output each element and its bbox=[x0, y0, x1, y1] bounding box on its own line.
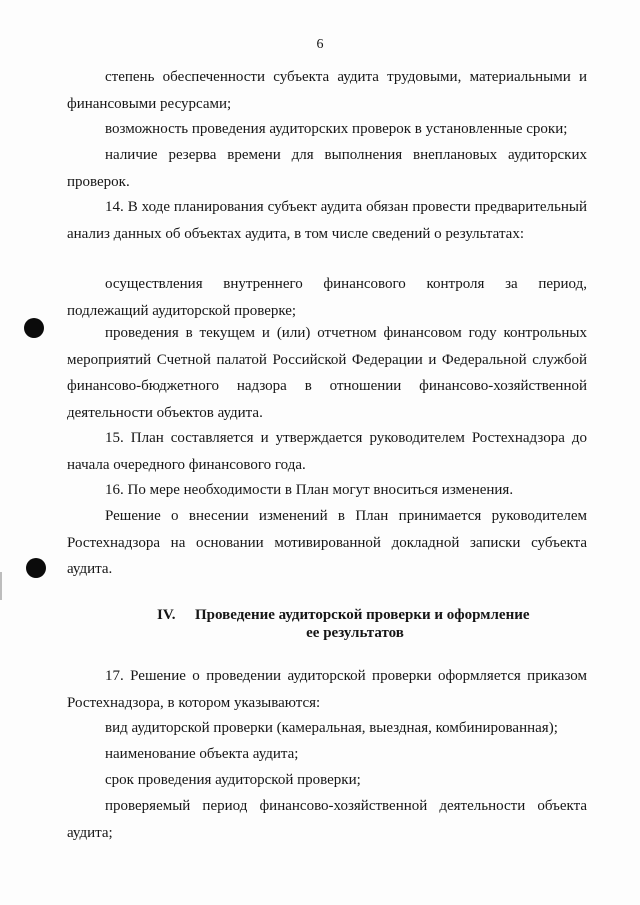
paragraph-audit-object: наименование объекта аудита; bbox=[105, 746, 299, 762]
paragraph-deadlines: возможность проведения аудиторских проверок в установленные сроки; bbox=[105, 121, 568, 137]
section-number: IV. bbox=[157, 607, 176, 623]
scan-edge-mark bbox=[0, 572, 2, 600]
paragraph-item-16: 16. По мере необходимости в План могут вноситься изменения. bbox=[105, 482, 514, 498]
paragraph-audit-type: вид аудиторской проверки (камеральная, выездная, комбинированная); bbox=[105, 720, 558, 736]
paragraph-resources: степень обеспеченности субъекта аудита трудовыми, материальными и финансовыми ресурсами; bbox=[67, 69, 587, 112]
paragraph-internal-control: осуществления внутреннего финансового контроля за период, подлежащий аудиторской проверке; bbox=[67, 276, 587, 319]
paragraph-audit-period: срок проведения аудиторской проверки; bbox=[105, 772, 361, 788]
punch-hole bbox=[26, 558, 46, 578]
paragraph-control-events: проведения в текущем и (или) отчетном финансовом году контрольных мероприятий Счетной палатой Российской Федерации и Федеральной службой финансово-бюджетного надзора в отношении финансово-хозяйственной деятельности объектов аудита. bbox=[67, 325, 587, 421]
section-title-line1: Проведение аудиторской проверки и оформление bbox=[195, 607, 530, 623]
paragraph-item-14: 14. В ходе планирования субъект аудита обязан провести предварительный анализ данных об объектах аудита, в том числе сведений о результатах: bbox=[67, 199, 587, 242]
section-title-line2: ее результатов bbox=[306, 625, 404, 641]
paragraph-item-15: 15. План составляется и утверждается руководителем Ростехнадзора до начала очередного финансового года. bbox=[67, 430, 587, 473]
paragraph-reserve-time: наличие резерва времени для выполнения внеплановых аудиторских проверок. bbox=[67, 147, 587, 190]
section-heading bbox=[120, 606, 560, 642]
paragraph-item-17: 17. Решение о проведении аудиторской проверки оформляется приказом Ростехнадзора, в котором указываются: bbox=[67, 668, 587, 711]
punch-hole bbox=[24, 318, 44, 338]
paragraph-plan-changes: Решение о внесении изменений в План принимается руководителем Ростехнадзора на основании мотивированной докладной записки субъекта аудита. bbox=[67, 508, 587, 577]
paragraph-audited-period: проверяемый период финансово-хозяйственной деятельности объекта аудита; bbox=[67, 798, 587, 841]
page-number: 6 bbox=[316, 37, 324, 52]
